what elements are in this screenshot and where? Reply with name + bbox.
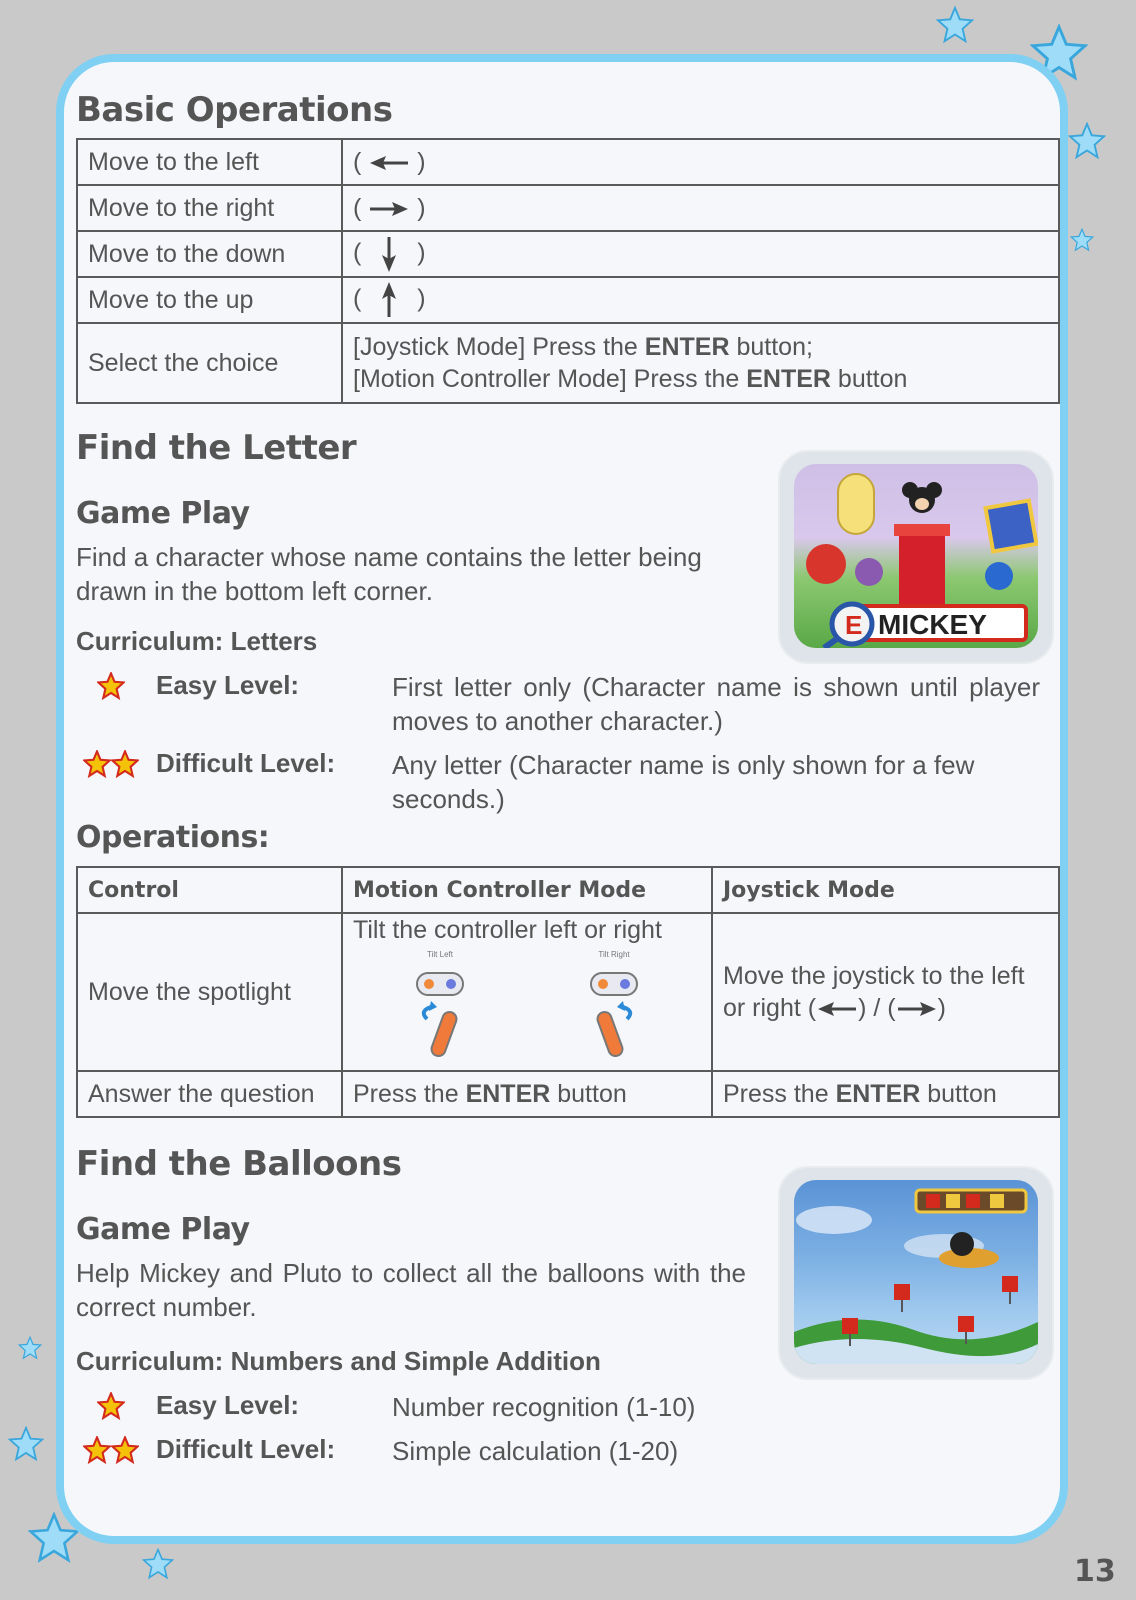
decorative-star-icon	[936, 6, 974, 44]
find-balloons-title: Find the Balloons	[76, 1144, 402, 1184]
column-header: Control	[77, 867, 342, 913]
arrow-left-icon	[368, 153, 410, 173]
table-row	[77, 185, 1059, 231]
find-balloons-curriculum: Curriculum: Numbers and Simple Addition	[76, 1346, 601, 1376]
motion-cell: Press the ENTER button	[342, 1071, 712, 1117]
game-scene-image	[794, 464, 1038, 648]
control-cell: Answer the question	[77, 1071, 342, 1117]
find-letter-title: Find the Letter	[76, 428, 357, 468]
decorative-star-icon	[142, 1548, 174, 1580]
table-row	[77, 277, 1059, 323]
easy-level-row	[76, 670, 1040, 738]
star-icon	[83, 1436, 111, 1464]
action-cell: Move to the up	[77, 277, 342, 323]
joystick-select-line: [Joystick Mode] Press the ENTER button;	[353, 333, 813, 361]
table-row	[77, 323, 1059, 403]
decorative-star-icon	[1068, 122, 1106, 160]
joystick-cell: Move the joystick to the left or right ( ) / ( )	[712, 913, 1059, 1071]
star-icon	[97, 1392, 125, 1420]
column-header: Motion Controller Mode	[342, 867, 712, 913]
find-balloons-screenshot	[778, 1166, 1054, 1380]
control-cell: Move the spotlight	[77, 913, 342, 1071]
difficult-level-row	[76, 748, 1040, 816]
action-cell: Move to the down	[77, 231, 342, 277]
table-row	[77, 139, 1059, 185]
arrow-left-icon	[816, 999, 858, 1019]
easy-level-label: Easy Level:	[156, 670, 300, 700]
difficult-level-row	[76, 1434, 1040, 1468]
arrow-up-icon	[368, 281, 410, 319]
find-balloons-gameplay-heading: Game Play	[76, 1212, 250, 1247]
tilt-right-controller-icon	[579, 949, 649, 1065]
action-cell: Move to the right	[77, 185, 342, 231]
joystick-cell: Press the ENTER button	[712, 1071, 1059, 1117]
svg-text:Tilt Right: Tilt Right	[598, 950, 630, 959]
find-letter-gameplay-heading: Game Play	[76, 496, 250, 531]
basic-operations-table	[76, 138, 1060, 404]
difficult-level-label: Difficult Level:	[156, 748, 336, 778]
tilt-left-controller-icon	[405, 949, 475, 1065]
star-icon	[111, 750, 139, 778]
decorative-star-icon	[18, 1336, 42, 1360]
difficult-level-desc: Any letter (Character name is only shown for a few seconds.)	[392, 750, 975, 814]
column-header: Joystick Mode	[712, 867, 1059, 913]
action-cell: Move to the left	[77, 139, 342, 185]
key-cell: ( )	[342, 185, 1059, 231]
star-icon	[111, 1436, 139, 1464]
badge-letter-text: E	[845, 610, 863, 640]
key-cell: ( )	[342, 231, 1059, 277]
action-cell: Select the choice	[77, 323, 342, 403]
key-cell: ( )	[342, 277, 1059, 323]
page-number: 13	[1074, 1554, 1116, 1589]
star-icon	[83, 750, 111, 778]
key-cell	[342, 323, 1059, 403]
find-letter-screenshot	[778, 450, 1054, 664]
operations-heading: Operations:	[76, 820, 270, 855]
table-row	[77, 1071, 1059, 1117]
difficult-level-desc: Simple calculation (1-20)	[392, 1436, 679, 1466]
svg-text:Tilt Left: Tilt Left	[427, 950, 453, 959]
name-banner-text: MICKEY	[878, 609, 987, 640]
difficult-level-label: Difficult Level:	[156, 1434, 336, 1464]
find-letter-curriculum: Curriculum: Letters	[76, 626, 318, 656]
star-icon	[97, 672, 125, 700]
find-letter-description: Find a character whose name contains the letter being drawn in the bottom left corner.	[76, 542, 702, 606]
game-scene-image	[794, 1180, 1038, 1364]
table-row	[77, 231, 1059, 277]
motion-cell	[342, 913, 712, 1071]
arrow-right-icon	[896, 999, 938, 1019]
arrow-down-icon	[368, 235, 410, 273]
easy-level-label: Easy Level:	[156, 1390, 300, 1420]
motion-select-line: [Motion Controller Mode] Press the ENTER button	[353, 365, 908, 393]
tilt-caption: Tilt the controller left or right	[353, 916, 662, 944]
basic-operations-title: Basic Operations	[76, 90, 393, 130]
decorative-star-icon	[1070, 228, 1094, 252]
table-row	[77, 913, 1059, 1071]
easy-level-desc: First letter only (Character name is shown until player moves to another character.)	[392, 672, 1040, 736]
table-header-row	[77, 867, 1059, 913]
easy-level-desc: Number recognition (1-10)	[392, 1392, 696, 1422]
key-cell: ( )	[342, 139, 1059, 185]
find-balloons-description: Help Mickey and Pluto to collect all the balloons with the correct number.	[76, 1258, 746, 1322]
operations-table	[76, 866, 1060, 1118]
arrow-right-icon	[368, 199, 410, 219]
easy-level-row	[76, 1390, 1040, 1424]
decorative-star-icon	[8, 1426, 44, 1462]
